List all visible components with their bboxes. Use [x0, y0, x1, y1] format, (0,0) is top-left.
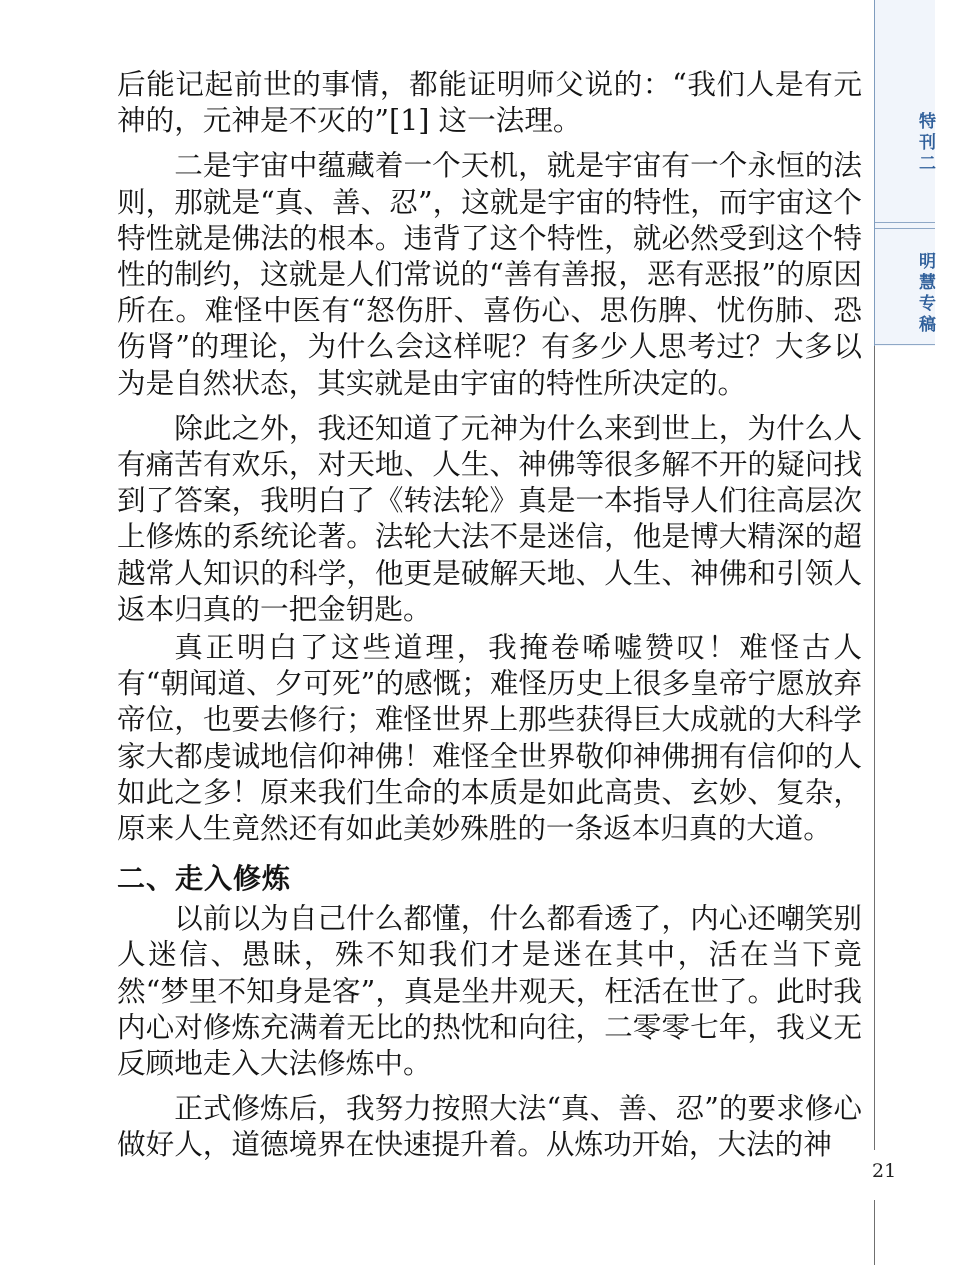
paragraph-answers-found: 除此之外，我还知道了元神为什么来到世上，为什么人有痛苦有欢乐，对天地、人生、神佛等很多解不开的疑问找到了答案，我明白了《转法轮》真是一本指导人们往高层次上修炼的系统论著。法轮大法不是迷信，他是博大精深的超越常人知识的科学，他更是破解天地、人生、神佛和引领人返本归真的一把金钥匙。: [117, 410, 862, 626]
side-divider-2: [875, 228, 935, 229]
margin-rule-upper: [874, 346, 875, 1150]
paragraph-before-cultivation: 以前以为自己什么都懂，什么都看透了，内心还嘲笑别人迷信、愚昧，殊不知我们才是迷在其中，活在当下竟然“梦里不知身是客”，真是坐井观天，枉活在世了。此时我内心对修炼充满着无比的热忱和向往，二零零七年，我义无反顾地走入大法修炼中。: [117, 901, 862, 1081]
side-tab: [874, 0, 935, 346]
paragraph-continued: 后能记起前世的事情，都能证明师父说的：“我们人是有元神的，元神是不灭的”[1] 这一法理。: [117, 67, 862, 138]
section-heading: 二、走入修炼: [117, 862, 292, 896]
side-divider-1: [875, 222, 935, 223]
article-body: [117, 66, 862, 1163]
side-section-label: 特刊二: [915, 112, 935, 175]
margin-rule-lower: [874, 1200, 875, 1265]
paragraph-formal-cultivation: 正式修炼后，我努力按照大法“真、善、忍”的要求修心做好人，道德境界在快速提升着。从炼功开始，大法的神: [117, 1091, 862, 1162]
paragraph-cosmic-principle: 二是宇宙中蕴藏着一个天机，就是宇宙有一个永恒的法则，那就是“真、善、忍”，这就是宇宙的特性，而宇宙这个特性就是佛法的根本。违背了这个特性，就必然受到这个特性的制约，这就是人们常说的“善有善报，恶有恶报”的原因所在。难怪中医有“怒伤肝、喜伤心、思伤脾、忧伤肺、恐伤肾”的理论，为什么会这样呢？有多少人思考过？大多以为是自然状态，其实就是由宇宙的特性所决定的。: [117, 148, 862, 400]
page-number: 21: [872, 1160, 897, 1182]
side-bottom-rule: [875, 344, 935, 345]
paragraph-enlightenment: 真正明白了这些道理，我掩卷唏嘘赞叹！难怪古人有“朝闻道、夕可死”的感慨；难怪历史上很多皇帝宁愿放弃帝位，也要去修行；难怪世界上那些获得巨大成就的大科学家大都虔诚地信仰神佛！难怪全世界敬仰神佛拥有信仰的人如此之多！原来我们生命的本质是如此高贵、玄妙、复杂，原来人生竟然还有如此美妙殊胜的一条返本归真的大道。: [117, 630, 862, 846]
side-column-label: 明慧专稿: [915, 252, 935, 336]
